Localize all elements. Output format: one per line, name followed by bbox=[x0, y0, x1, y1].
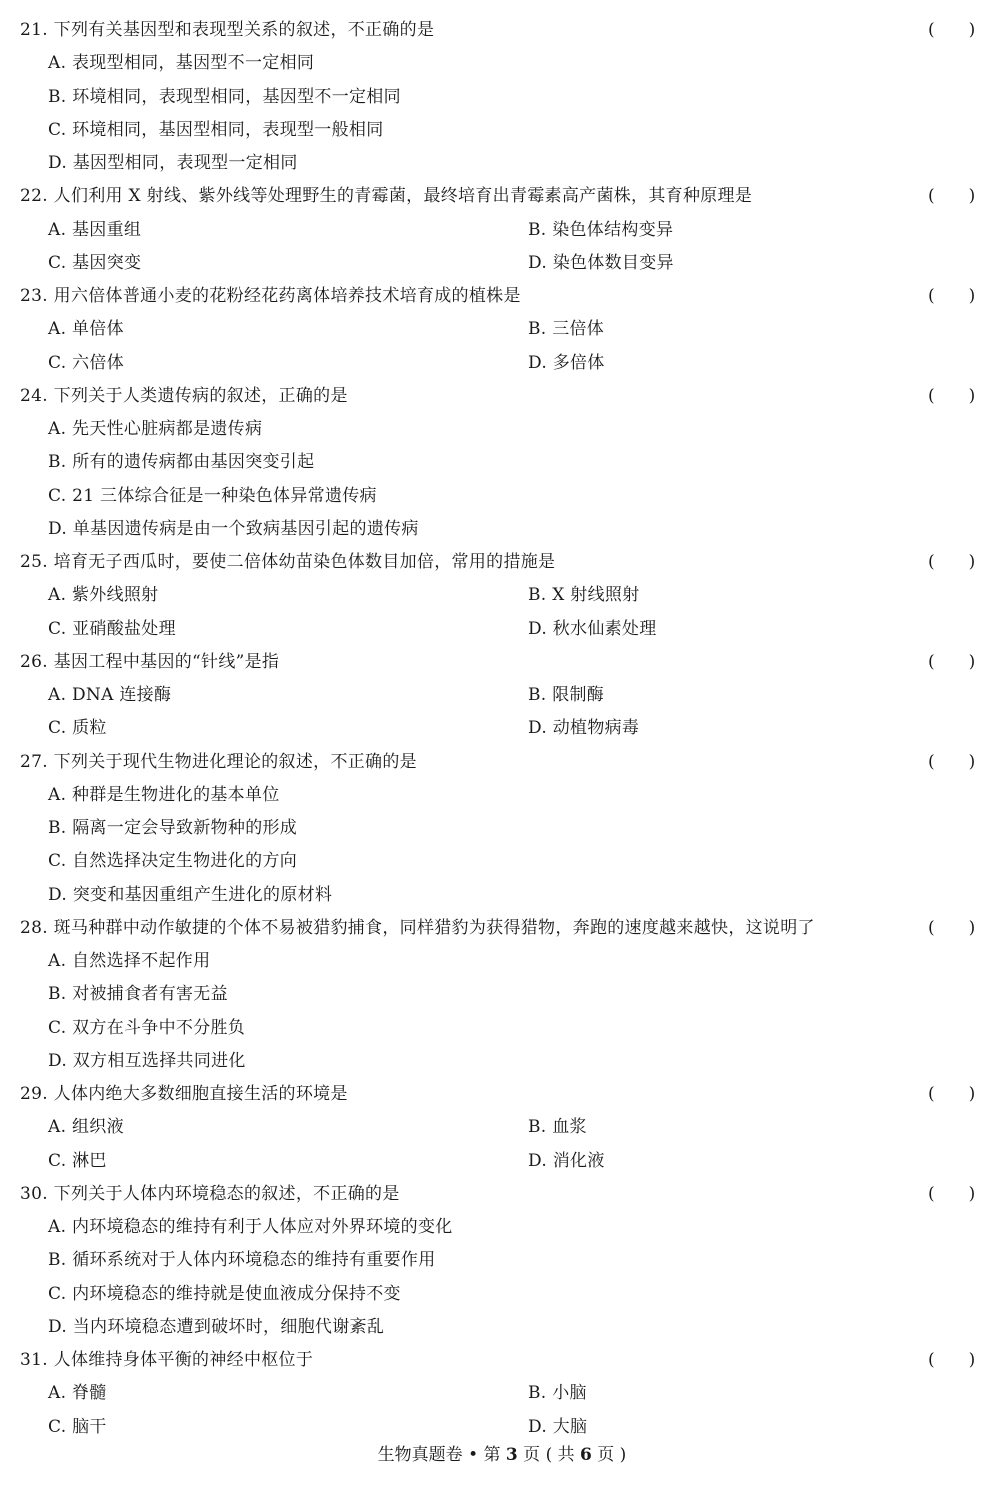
footer-total-pages: 6 bbox=[580, 1445, 592, 1465]
option-row bbox=[0, 114, 1004, 147]
answer-blank: ( ) bbox=[928, 385, 976, 406]
option-c: C. 淋巴 bbox=[48, 1150, 107, 1171]
option-b: B. 对被捕食者有害无益 bbox=[48, 984, 228, 1005]
option-row bbox=[0, 147, 1004, 180]
option-c: C. 环境相同，基因型相同，表现型一般相同 bbox=[48, 119, 384, 140]
option-d: D. 秋水仙素处理 bbox=[528, 618, 657, 639]
option-b: B. 环境相同，表现型相同，基因型不一定相同 bbox=[48, 86, 401, 107]
option-c: C. 脑干 bbox=[48, 1416, 107, 1437]
option-a: A. 内环境稳态的维持有利于人体应对外界环境的变化 bbox=[48, 1217, 453, 1237]
answer-blank: ( ) bbox=[928, 751, 976, 772]
answer-blank: ( ) bbox=[928, 651, 976, 672]
option-row bbox=[0, 1012, 1004, 1045]
answer-blank: ( ) bbox=[928, 917, 976, 938]
option-row bbox=[0, 413, 1004, 446]
question-stem-row bbox=[0, 380, 1004, 413]
question-stem: 31. 人体维持身体平衡的神经中枢位于 bbox=[20, 1350, 314, 1370]
option-row bbox=[0, 1045, 1004, 1078]
question-stem-row bbox=[0, 646, 1004, 679]
option-a: A. 基因重组 bbox=[48, 219, 142, 240]
option-b: B. X 射线照射 bbox=[528, 585, 640, 606]
question-stem: 22. 人们利用 X 射线、紫外线等处理野生的青霉菌，最终培育出青霉素高产菌株，其育种原理是 bbox=[20, 186, 753, 207]
question-stem: 21. 下列有关基因型和表现型关系的叙述，不正确的是 bbox=[20, 20, 435, 40]
option-c: C. 21 三体综合征是一种染色体异常遗传病 bbox=[48, 485, 377, 506]
question-stem: 30. 下列关于人体内环境稳态的叙述，不正确的是 bbox=[20, 1183, 400, 1204]
option-a: A. 表现型相同，基因型不一定相同 bbox=[48, 53, 315, 74]
option-d: D. 多倍体 bbox=[528, 352, 605, 373]
answer-blank: ( ) bbox=[928, 1084, 976, 1104]
option-row bbox=[0, 1278, 1004, 1311]
question-stem: 27. 下列关于现代生物进化理论的叙述，不正确的是 bbox=[20, 751, 417, 772]
option-a: A. 自然选择不起作用 bbox=[48, 951, 211, 971]
option-row bbox=[0, 712, 1004, 745]
question-stem-row bbox=[0, 280, 1004, 313]
question-stem-row bbox=[0, 14, 1004, 47]
question-stem-row bbox=[0, 912, 1004, 945]
answer-blank: ( ) bbox=[928, 1183, 976, 1204]
footer-page-number: 3 bbox=[505, 1445, 518, 1465]
question-stem: 24. 下列关于人类遗传病的叙述，正确的是 bbox=[20, 385, 348, 406]
question-stem-row bbox=[0, 180, 1004, 213]
option-c: C. 基因突变 bbox=[48, 252, 142, 273]
question-stem-row bbox=[0, 1344, 1004, 1377]
question-stem-row bbox=[0, 546, 1004, 579]
option-d: D. 大脑 bbox=[528, 1416, 588, 1437]
page-footer bbox=[0, 1440, 1004, 1470]
question-stem: 23. 用六倍体普通小麦的花粉经花药离体培养技术培育成的植株是 bbox=[20, 286, 521, 306]
option-c: C. 亚硝酸盐处理 bbox=[48, 618, 176, 639]
option-row bbox=[0, 480, 1004, 513]
option-row bbox=[0, 945, 1004, 978]
option-b: B. 小脑 bbox=[528, 1383, 587, 1404]
answer-blank: ( ) bbox=[928, 186, 976, 207]
option-row bbox=[0, 845, 1004, 878]
option-row bbox=[0, 214, 1004, 247]
option-b: B. 循环系统对于人体内环境稳态的维持有重要作用 bbox=[48, 1250, 436, 1271]
option-row bbox=[0, 446, 1004, 479]
option-row bbox=[0, 1145, 1004, 1178]
option-row bbox=[0, 513, 1004, 546]
option-c: C. 六倍体 bbox=[48, 352, 125, 373]
option-row bbox=[0, 1377, 1004, 1410]
option-d: D. 染色体数目变异 bbox=[528, 252, 674, 273]
option-d: D. 双方相互选择共同进化 bbox=[48, 1050, 246, 1071]
option-a: A. 种群是生物进化的基本单位 bbox=[48, 784, 280, 805]
option-b: B. 限制酶 bbox=[528, 685, 605, 705]
option-c: C. 自然选择决定生物进化的方向 bbox=[48, 851, 298, 872]
option-a: A. 脊髓 bbox=[48, 1383, 107, 1404]
option-b: B. 染色体结构变异 bbox=[528, 219, 674, 240]
option-row bbox=[0, 779, 1004, 812]
option-row bbox=[0, 978, 1004, 1011]
option-row bbox=[0, 247, 1004, 280]
option-c: C. 内环境稳态的维持就是使血液成分保持不变 bbox=[48, 1283, 401, 1304]
option-row bbox=[0, 613, 1004, 646]
option-row bbox=[0, 47, 1004, 80]
option-b: B. 隔离一定会导致新物种的形成 bbox=[48, 818, 298, 838]
option-d: D. 消化液 bbox=[528, 1150, 605, 1171]
option-row bbox=[0, 879, 1004, 912]
footer-end: 页 ) bbox=[591, 1445, 627, 1465]
option-d: D. 动植物病毒 bbox=[528, 718, 640, 739]
option-d: D. 当内环境稳态遭到破坏时，细胞代谢紊乱 bbox=[48, 1316, 385, 1337]
option-row bbox=[0, 1244, 1004, 1277]
option-row bbox=[0, 1411, 1004, 1444]
option-row bbox=[0, 313, 1004, 346]
option-c: C. 双方在斗争中不分胜负 bbox=[48, 1017, 246, 1038]
option-a: A. DNA 连接酶 bbox=[48, 685, 172, 705]
footer-mid: 页 ( 共 bbox=[517, 1445, 581, 1465]
option-b: B. 所有的遗传病都由基因突变引起 bbox=[48, 452, 315, 473]
option-row bbox=[0, 81, 1004, 114]
option-a: A. 先天性心脏病都是遗传病 bbox=[48, 419, 263, 439]
option-row bbox=[0, 812, 1004, 845]
question-stem: 26. 基因工程中基因的“针线”是指 bbox=[20, 651, 280, 672]
question-stem-row bbox=[0, 746, 1004, 779]
question-stem: 25. 培育无子西瓜时，要使二倍体幼苗染色体数目加倍，常用的措施是 bbox=[20, 552, 556, 572]
option-c: C. 质粒 bbox=[48, 718, 107, 739]
option-row bbox=[0, 1311, 1004, 1344]
answer-blank: ( ) bbox=[928, 286, 976, 306]
answer-blank: ( ) bbox=[928, 552, 976, 572]
option-row bbox=[0, 679, 1004, 712]
answer-blank: ( ) bbox=[928, 20, 976, 40]
option-d: D. 突变和基因重组产生进化的原材料 bbox=[48, 884, 333, 905]
option-a: A. 单倍体 bbox=[48, 319, 124, 340]
answer-blank: ( ) bbox=[928, 1350, 976, 1370]
option-d: D. 基因型相同，表现型一定相同 bbox=[48, 153, 298, 173]
option-a: A. 紫外线照射 bbox=[48, 585, 159, 606]
question-stem: 29. 人体内绝大多数细胞直接生活的环境是 bbox=[20, 1084, 348, 1104]
option-d: D. 单基因遗传病是由一个致病基因引起的遗传病 bbox=[48, 518, 419, 539]
question-stem-row bbox=[0, 1078, 1004, 1111]
footer-subject: 生物真题卷 • 第 bbox=[377, 1445, 506, 1465]
question-stem: 28. 斑马种群中动作敏捷的个体不易被猎豹捕食，同样猎豹为获得猎物，奔跑的速度越来越快，这说明了 bbox=[20, 917, 815, 938]
option-row bbox=[0, 579, 1004, 612]
option-b: B. 三倍体 bbox=[528, 319, 605, 340]
option-row bbox=[0, 1211, 1004, 1244]
option-a: A. 组织液 bbox=[48, 1117, 124, 1138]
option-row bbox=[0, 347, 1004, 380]
question-stem-row bbox=[0, 1178, 1004, 1211]
option-b: B. 血浆 bbox=[528, 1117, 587, 1138]
option-row bbox=[0, 1111, 1004, 1144]
